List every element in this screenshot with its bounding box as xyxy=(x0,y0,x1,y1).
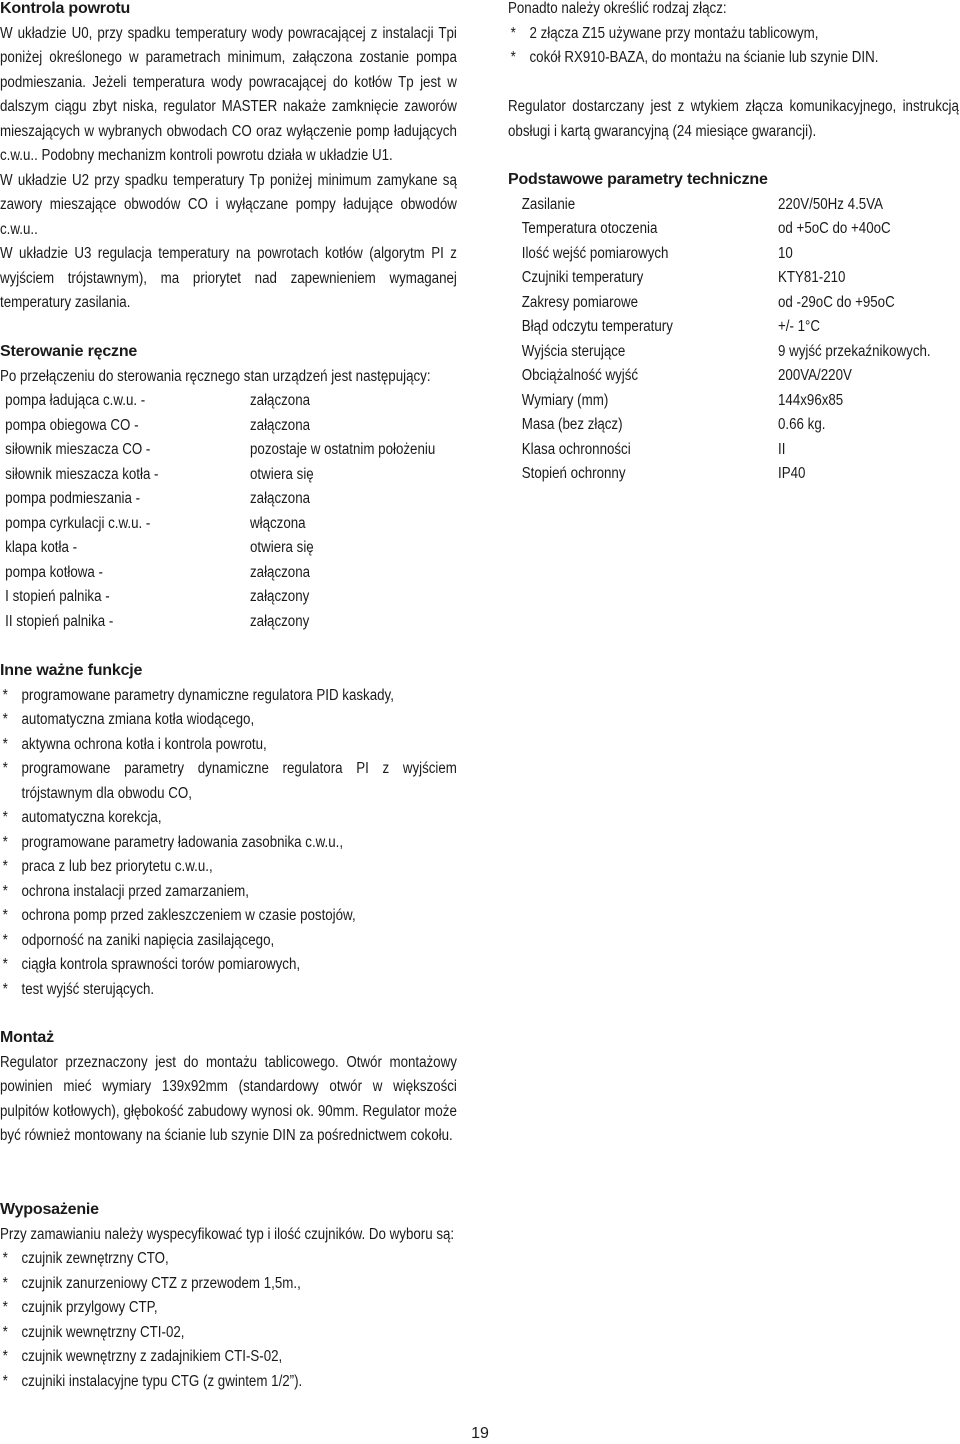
bullet-marker: * xyxy=(2,980,8,998)
zlacza-intro: Ponadto należy określić rodzaj złącz: xyxy=(508,0,727,17)
list-item xyxy=(0,1321,457,1346)
heading-wyposazenie: Wyposażenie xyxy=(0,1201,99,1218)
list-item-text: ciągła kontrola sprawności torów pomiarowych, xyxy=(21,956,301,973)
paragraph-kontrola-1: W układzie U0, przy spadku temperatury wody powracającej z instalacji Tpi poniżej określonego w parametrach minimum, załączona zostanie pompa podmieszania. Jeżeli temperatura wody powracającej do kotłów Tp jest w dalszym ciągu zbyt niska, regulator MASTER nakaże zamknięcie zaworów mieszających w wybranych obwodach CO oraz wyłączenie pomp ładujących c.w.u.. Podobny mechanizm kontroli powrotu działa w układzie U1. xyxy=(0,24,457,164)
list-item xyxy=(0,1345,457,1370)
list-item-text: odporność na zaniki napięcia zasilającego, xyxy=(21,931,275,949)
bullet-marker: * xyxy=(2,1250,8,1267)
table-row xyxy=(0,414,458,439)
row-value: włączona xyxy=(250,514,306,532)
row-label: Masa (bez złącz) xyxy=(521,416,623,433)
row-value: 200VA/220V xyxy=(778,367,852,384)
list-item xyxy=(0,880,457,905)
row-label: pompa podmieszania - xyxy=(5,490,141,507)
row-label: I stopień palnika - xyxy=(5,588,110,605)
row-label: Klasa ochronności xyxy=(521,440,631,458)
row-value: załączona xyxy=(250,490,311,507)
row-label: Ilość wejść pomiarowych xyxy=(521,244,669,262)
heading-sterowanie-reczne: Sterowanie ręczne xyxy=(0,343,138,360)
row-label: Stopień ochronny xyxy=(521,465,626,482)
sterowanie-intro: Po przełączeniu do sterowania ręcznego stan urządzeń jest następujący: xyxy=(0,367,431,385)
table-row xyxy=(508,266,960,291)
list-item xyxy=(0,953,457,978)
row-value: 220V/50Hz 4.5VA xyxy=(778,195,883,213)
list-item xyxy=(0,904,457,929)
list-item-text: czujnik wewnętrzny z zadajnikiem CTI-S-02, xyxy=(21,1348,283,1365)
table-row xyxy=(508,364,960,389)
list-item xyxy=(0,708,457,733)
list-item-text: czujnik przylgowy CTP, xyxy=(21,1299,158,1316)
list-item-text: czujnik zanurzeniowy CTZ z przewodem 1,5m., xyxy=(21,1274,301,1292)
bullet-marker: * xyxy=(2,833,8,851)
list-item-text: automatyczna korekcja, xyxy=(21,809,162,826)
list-item xyxy=(0,1370,457,1395)
bullet-marker: * xyxy=(2,1372,8,1390)
manual-state-list xyxy=(0,389,458,634)
bullet-marker: * xyxy=(2,686,8,704)
sensor-list xyxy=(0,1247,458,1394)
row-label: II stopień palnika - xyxy=(5,612,114,630)
row-label: Czujniki temperatury xyxy=(521,269,644,286)
row-value: załączony xyxy=(250,588,310,605)
bullet-marker: * xyxy=(2,956,8,973)
list-item-text: ochrona instalacji przed zamarzaniem, xyxy=(21,882,249,900)
section-sterowanie-reczne xyxy=(0,340,458,634)
row-value: pozostaje w ostatnim położeniu xyxy=(250,441,436,458)
row-label: Temperatura otoczenia xyxy=(521,220,658,237)
section-montaz xyxy=(0,1026,458,1149)
list-item xyxy=(0,1272,457,1297)
bullet-marker: * xyxy=(2,711,8,728)
list-item: * cokół RX910-BAZA, do montażu na ścianie lub szynie DIN. xyxy=(510,49,879,66)
bullet-marker: * xyxy=(2,1299,8,1316)
heading-inne-funkcje: Inne ważne funkcje xyxy=(0,662,143,679)
table-row xyxy=(508,217,960,242)
list-item-text: czujnik wewnętrzny CTI-02, xyxy=(21,1323,185,1341)
row-value: 10 xyxy=(778,244,793,262)
table-row xyxy=(508,291,960,316)
row-value: załączona xyxy=(250,563,311,581)
list-item xyxy=(0,1296,457,1321)
row-label: siłownik mieszacza kotła - xyxy=(5,465,159,483)
row-value: od -29oC do +95oC xyxy=(778,293,895,311)
section-wyposazenie xyxy=(0,1198,458,1394)
section-dostawa xyxy=(508,95,960,144)
row-label: Wyjścia sterujące xyxy=(521,342,626,360)
table-row xyxy=(508,413,960,438)
table-row xyxy=(0,463,458,488)
zlacza-paragraph: Regulator dostarczany jest z wtykiem złącza komunikacyjnego, instrukcją obsługi i kartą gwarancyjną (24 miesiące gwarancji). xyxy=(508,98,959,140)
bullet-marker: * xyxy=(2,1348,8,1365)
row-value: załączona xyxy=(250,416,311,434)
list-item-text: programowane parametry ładowania zasobnika c.w.u., xyxy=(21,833,344,851)
list-item xyxy=(0,684,457,709)
list-item xyxy=(0,855,457,880)
bullet-marker: * xyxy=(2,1323,8,1341)
table-row xyxy=(0,561,458,586)
row-value: II xyxy=(778,440,786,458)
list-item-text: aktywna ochrona kotła i kontrola powrotu, xyxy=(21,735,267,753)
section-kontrola-powrotu xyxy=(0,0,458,316)
row-label: klapa kotła - xyxy=(5,539,78,556)
wyposazenie-intro: Przy zamawianiu należy wyspecyfikować typ i ilość czujników. Do wyboru są: xyxy=(0,1225,455,1243)
table-row xyxy=(0,585,458,610)
list-item-text: automatyczna zmiana kotła wiodącego, xyxy=(21,711,255,728)
row-value: otwiera się xyxy=(250,465,314,483)
table-row xyxy=(508,389,960,414)
row-label: Błąd odczytu temperatury xyxy=(521,318,673,335)
table-row xyxy=(508,438,960,463)
table-row xyxy=(508,193,960,218)
bullet-marker: * xyxy=(2,735,8,753)
bullet-marker: * xyxy=(2,1274,8,1292)
table-row xyxy=(0,512,458,537)
table-row xyxy=(0,536,458,561)
montaz-paragraph: Regulator przeznaczony jest do montażu tablicowego. Otwór montażowy powinien mieć wymiary 139x92mm (standardowy otwór w większości pulpitów kotłowych), głębokość zabudowy wynosi ok. 90mm. Regulator może być również montowany na ścianie lub szynie DIN za pośrednictwem cokołu. xyxy=(0,1053,457,1144)
row-value: otwiera się xyxy=(250,539,314,556)
table-row xyxy=(0,438,458,463)
row-value: załączona xyxy=(250,392,311,409)
list-item xyxy=(0,1247,457,1272)
list-item-text: czujniki instalacyjne typu CTG (z gwintem 1/2”). xyxy=(21,1372,303,1390)
section-zlacza xyxy=(508,0,960,71)
row-value: od +5oC do +40oC xyxy=(778,220,891,237)
row-label: pompa ładująca c.w.u. - xyxy=(5,392,146,409)
list-item: * 2 złącza Z15 używane przy montażu tablicowym, xyxy=(510,24,819,42)
list-item-text: test wyjść sterujących. xyxy=(21,980,155,998)
table-row xyxy=(0,487,458,512)
bullet-marker: * xyxy=(2,858,8,875)
row-label: Zasilanie xyxy=(521,195,576,213)
list-item xyxy=(0,757,457,806)
row-label: pompa cyrkulacji c.w.u. - xyxy=(5,514,151,532)
table-row xyxy=(0,389,458,414)
row-label: Zakresy pomiarowe xyxy=(521,293,639,311)
list-item xyxy=(0,978,457,1003)
list-item-text: ochrona pomp przed zakleszczeniem w czasie postojów, xyxy=(21,907,356,924)
row-label: siłownik mieszacza CO - xyxy=(5,441,151,458)
bullet-marker: * xyxy=(2,882,8,900)
list-item-text: czujnik zewnętrzny CTO, xyxy=(21,1250,169,1267)
table-row xyxy=(508,315,960,340)
heading-montaz: Montaż xyxy=(0,1029,54,1046)
list-item-text: programowane parametry dynamiczne regulatora PID kaskady, xyxy=(21,686,394,704)
list-item xyxy=(0,806,457,831)
paragraph-kontrola-3: W układzie U3 regulacja temperatury na powrotach kotłów (algorytm PI z wyjściem trójstawnym), ma priorytet nad zapewnieniem wymaganej temperatury zasilania. xyxy=(0,245,457,311)
table-row xyxy=(508,340,960,365)
section-inne-funkcje xyxy=(0,659,458,1002)
row-label: Obciążalność wyjść xyxy=(521,367,639,384)
bullet-marker: * xyxy=(2,809,8,826)
row-value: załączony xyxy=(250,612,310,630)
parameter-table xyxy=(508,193,960,487)
heading-parametry: Podstawowe parametry techniczne xyxy=(508,171,768,188)
list-item-text: praca z lub bez priorytetu c.w.u., xyxy=(21,858,213,875)
row-value: KTY81-210 xyxy=(778,269,846,286)
bullet-marker: * xyxy=(2,931,8,949)
bullet-marker: * xyxy=(2,907,8,924)
row-label: pompa obiegowa CO - xyxy=(5,416,139,434)
list-item xyxy=(0,831,457,856)
row-value: 9 wyjść przekaźnikowych. xyxy=(778,342,931,360)
row-label: pompa kotłowa - xyxy=(5,563,103,581)
heading-kontrola-powrotu: Kontrola powrotu xyxy=(0,0,131,17)
row-value: 144x96x85 xyxy=(778,391,844,409)
row-value: IP40 xyxy=(778,465,806,482)
list-item xyxy=(0,733,457,758)
table-row xyxy=(0,610,458,635)
bullet-marker: * xyxy=(2,760,8,777)
row-value: 0.66 kg. xyxy=(778,416,826,433)
list-item xyxy=(0,929,457,954)
row-value: +/- 1°C xyxy=(778,318,821,335)
table-row xyxy=(508,462,960,487)
list-item-text: programowane parametry dynamiczne regulatora PI z wyjściem trójstawnym dla obwodu CO, xyxy=(21,760,457,802)
section-parametry xyxy=(508,168,960,487)
table-row xyxy=(508,242,960,267)
function-list xyxy=(0,684,458,1003)
page-number: 19 xyxy=(471,1425,489,1442)
row-label: Wymiary (mm) xyxy=(521,391,609,409)
paragraph-kontrola-2: W układzie U2 przy spadku temperatury Tp poniżej minimum zamykane są zawory mieszające obwodów CO i wyłączane pompy ładujące obwodów c.w.u.. xyxy=(0,171,457,238)
